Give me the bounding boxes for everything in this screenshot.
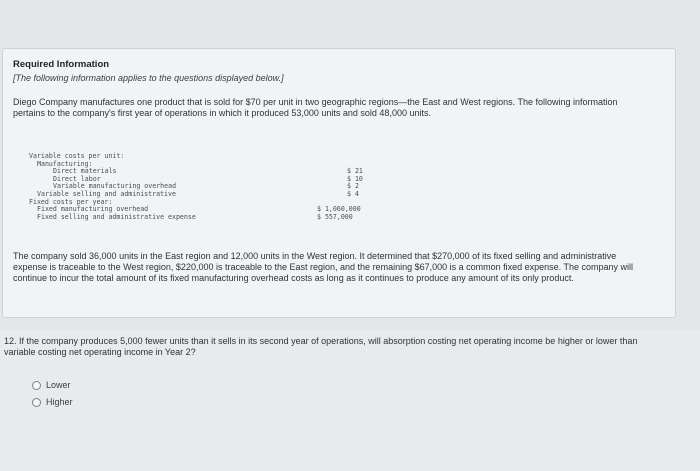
cost-amount: $ 10 xyxy=(347,174,363,183)
option-label: Higher xyxy=(46,397,73,407)
cost-label: Direct labor xyxy=(53,174,101,183)
cost-label: Fixed costs per year: xyxy=(29,197,113,206)
cost-amount: $ 2 xyxy=(347,182,359,191)
option-lower[interactable] xyxy=(32,380,71,390)
info-title: Required Information xyxy=(13,59,110,70)
question-text: 12. If the company produces 5,000 fewer units than it sells in its second year of operations, will absorption costing net operating income be higher or lower than variable costing net operating income in Year 2? xyxy=(4,336,638,357)
cost-amount: $ 4 xyxy=(347,189,359,198)
details-paragraph: The company sold 36,000 units in the East region and 12,000 units in the West region. It determined that $270,000 of its fixed selling and administrative expense is traceable to the West region, $220,000 is traceable to the East region, and the remaining $67,000 is a common fixed expense. The company will continue to incur the total amount of its fixed manufacturing overhead costs as long as it continues to produce any amount of its only product. xyxy=(13,251,634,283)
info-subtitle: [The following information applies to the questions displayed below.] xyxy=(13,73,284,83)
cost-amount: $ 557,000 xyxy=(317,212,353,221)
cost-amount: $ 21 xyxy=(347,167,363,176)
cost-label: Fixed manufacturing overhead xyxy=(37,205,149,214)
radio-button[interactable] xyxy=(32,398,41,407)
radio-button[interactable] xyxy=(32,381,41,390)
cost-table xyxy=(29,153,399,221)
intro-paragraph: Diego Company manufactures one product that is sold for $70 per unit in two geographic regions—the East and West regions. The following information pertains to the company's first year of operations in which it produced 53,000 units and sold 48,000 units. xyxy=(13,97,618,118)
cost-label: Variable selling and administrative xyxy=(37,189,176,198)
cost-label: Variable manufacturing overhead xyxy=(53,182,177,191)
cost-label: Variable costs per unit: xyxy=(29,152,125,160)
required-information-panel xyxy=(2,48,676,318)
cost-amount: $ 1,060,000 xyxy=(317,205,361,214)
option-higher[interactable] xyxy=(32,397,73,407)
cost-row xyxy=(29,214,399,222)
cost-label: Fixed selling and administrative expense xyxy=(37,212,196,221)
cost-label: Manufacturing: xyxy=(37,159,93,168)
question-panel xyxy=(0,330,700,471)
cost-label: Direct materials xyxy=(53,167,117,176)
option-label: Lower xyxy=(46,380,71,390)
